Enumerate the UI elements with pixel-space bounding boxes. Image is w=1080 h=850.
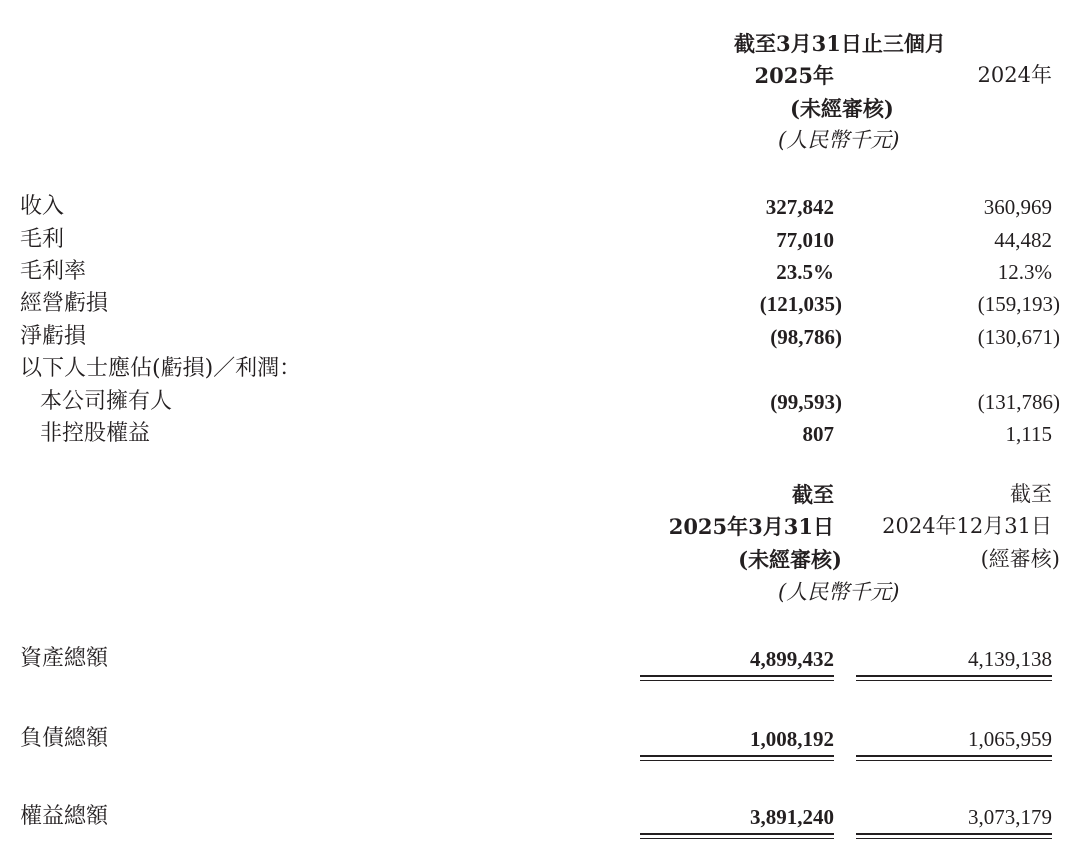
- col2-audit-status-2: (經審核): [980, 547, 1060, 571]
- row-label-total-equity: 權益總額: [20, 804, 109, 829]
- row-label-revenue: 收入: [20, 194, 65, 219]
- double-rule-bottom: [640, 680, 834, 681]
- value-2024-operating-loss: (159,193): [977, 292, 1060, 316]
- col2-date: 2024年12月31日: [882, 514, 1052, 538]
- row-label-owners: 本公司擁有人: [40, 389, 173, 414]
- value-2024-gross-margin: 12.3%: [997, 260, 1052, 284]
- unit-label-2: (人民幣千元): [778, 580, 900, 604]
- value-2024-gross-profit: 44,482: [994, 228, 1052, 252]
- value-2025-total-liabilities: 1,008,192: [750, 727, 834, 751]
- value-2024-net-loss: (130,671): [977, 325, 1060, 349]
- value-2025-net-loss: (98,786): [770, 325, 842, 349]
- double-rule-bottom: [856, 760, 1052, 761]
- double-rule-bottom: [856, 680, 1052, 681]
- unit-label: (人民幣千元): [778, 128, 900, 152]
- double-rule-bottom: [856, 838, 1052, 839]
- row-label-gross-profit: 毛利: [20, 227, 65, 252]
- row-label-gross-margin: 毛利率: [20, 259, 87, 284]
- double-rule-top: [640, 675, 834, 677]
- value-2025-total-equity: 3,891,240: [750, 805, 834, 829]
- col1-audit-status: (未經審核): [790, 96, 894, 121]
- col1-as-at: 截至: [792, 482, 834, 507]
- double-rule-bottom: [640, 838, 834, 839]
- value-2024-owners: (131,786): [977, 390, 1060, 414]
- col1-date: 2025年3月31日: [668, 514, 834, 539]
- double-rule-bottom: [640, 760, 834, 761]
- value-2025-owners: (99,593): [770, 390, 842, 414]
- row-label-operating-loss: 經營虧損: [20, 291, 109, 316]
- row-label-net-loss: 淨虧損: [20, 324, 87, 349]
- double-rule-top: [856, 833, 1052, 835]
- value-2024-total-assets: 4,139,138: [968, 647, 1052, 671]
- value-2024-revenue: 360,969: [983, 195, 1052, 219]
- double-rule-top: [856, 675, 1052, 677]
- value-2025-total-assets: 4,899,432: [750, 647, 834, 671]
- col2-year-header: 2024年: [977, 63, 1052, 87]
- col1-audit-status-2: (未經審核): [738, 547, 842, 572]
- row-label-total-assets: 資產總額: [20, 646, 109, 671]
- double-rule-top: [856, 755, 1052, 757]
- value-2025-gross-margin: 23.5%: [776, 260, 834, 284]
- period-title: 截至3月31日止三個月: [734, 31, 946, 56]
- col1-year-header: 2025年: [754, 63, 834, 88]
- value-2024-total-equity: 3,073,179: [968, 805, 1052, 829]
- value-2024-non-controlling: 1,115: [1005, 422, 1052, 446]
- col2-as-at: 截至: [1010, 482, 1052, 506]
- double-rule-top: [640, 833, 834, 835]
- value-2024-total-liabilities: 1,065,959: [968, 727, 1052, 751]
- row-label-attributable-to: 以下人士應佔(虧損)／利潤：: [20, 356, 302, 381]
- value-2025-operating-loss: (121,035): [759, 292, 842, 316]
- value-2025-revenue: 327,842: [765, 195, 834, 219]
- value-2025-non-controlling: 807: [802, 422, 834, 446]
- row-label-non-controlling: 非控股權益: [40, 421, 151, 446]
- value-2025-gross-profit: 77,010: [776, 228, 834, 252]
- double-rule-top: [640, 755, 834, 757]
- row-label-total-liabilities: 負債總額: [20, 726, 109, 751]
